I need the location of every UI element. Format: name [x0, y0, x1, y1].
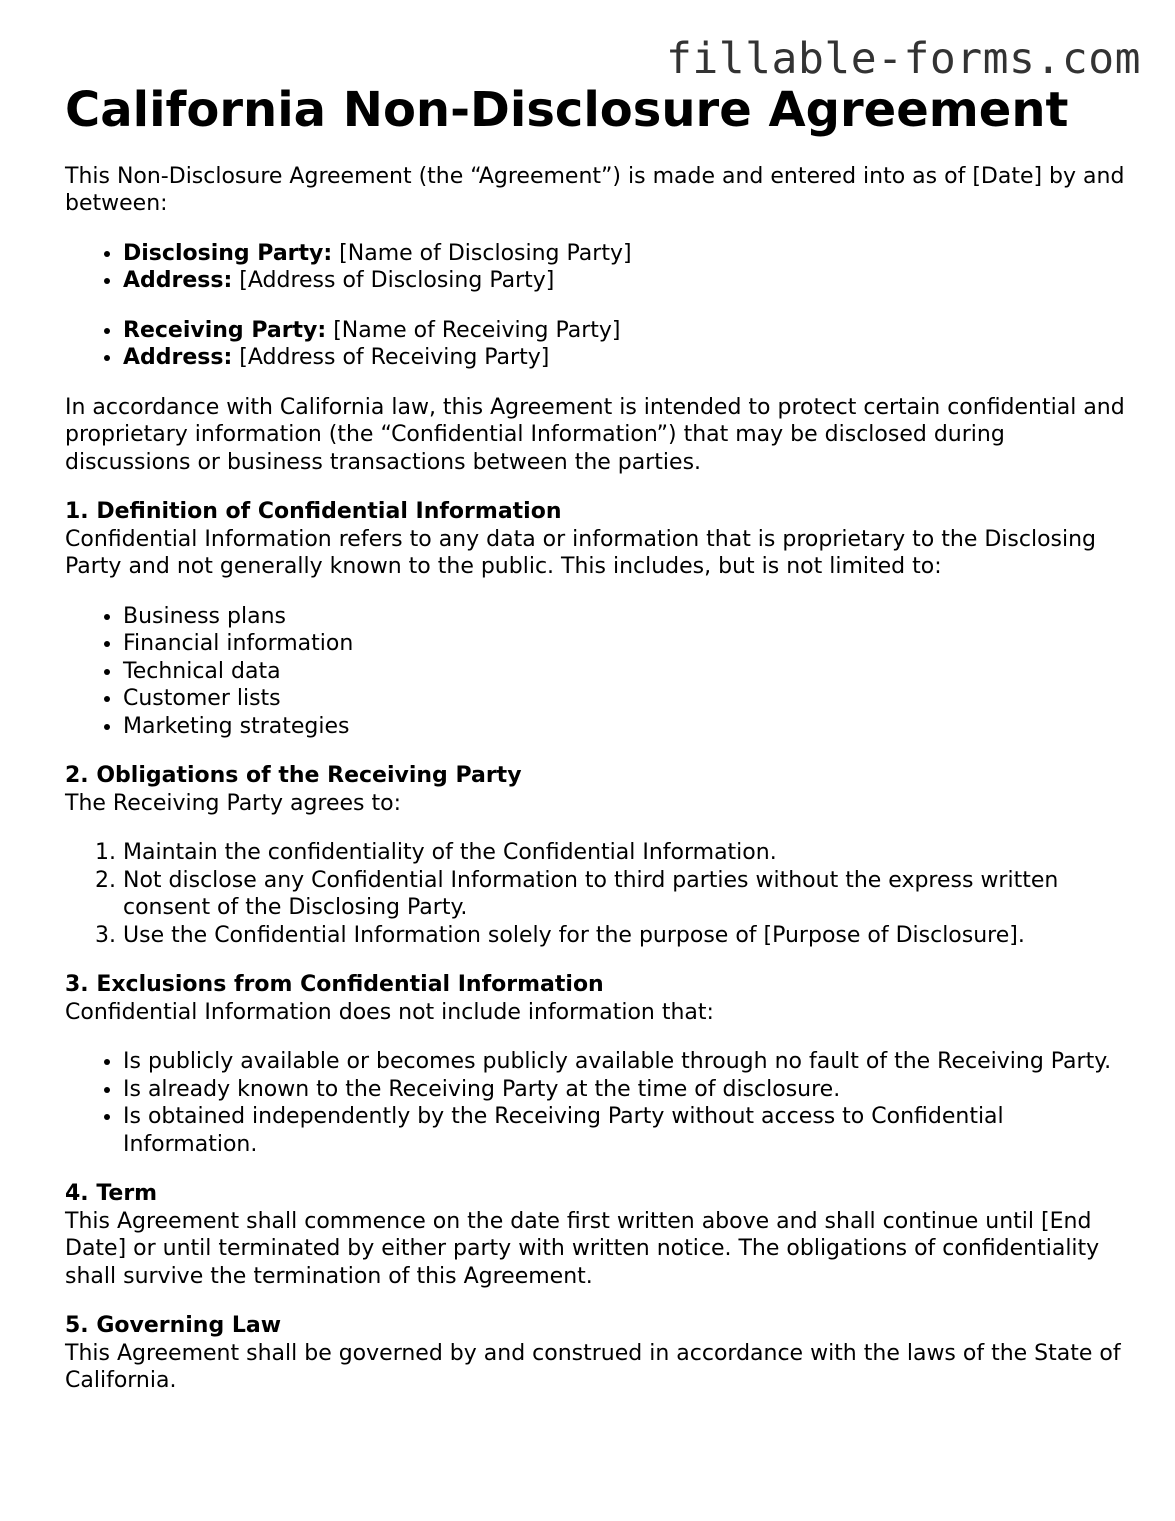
list-item: • Is obtained independently by the Receiving Party without access to Confidential Information.: [123, 1103, 1125, 1158]
section-5-body: This Agreement shall be governed by and construed in accordance with the laws of the State of California.: [65, 1340, 1121, 1394]
section-3-list: [65, 1048, 1125, 1158]
receiving-address-value: [Address of Receiving Party]: [232, 345, 550, 371]
list-item: 1. Maintain the confidentiality of the Confidential Information.: [123, 839, 1125, 867]
receiving-party-value: [Name of Receiving Party]: [326, 317, 621, 343]
receiving-address-item: [123, 344, 1125, 372]
list-item: • Is already known to the Receiving Party at the time of disclosure.: [123, 1076, 1125, 1104]
section-1-title: 1. Definition of Confidential Information: [65, 499, 562, 525]
document-title: California Non-Disclosure Agreement: [65, 82, 1069, 138]
section-3-body: Confidential Information does not include information that:: [65, 999, 714, 1025]
list-item: • Customer lists: [123, 685, 1125, 713]
disclosing-address-value: [Address of Disclosing Party]: [232, 268, 555, 294]
section-2-title: 2. Obligations of the Receiving Party: [65, 763, 522, 789]
section-1-list: [65, 603, 1125, 741]
section-2-body: The Receiving Party agrees to:: [65, 790, 401, 816]
section-3-title: 3. Exclusions from Confidential Information: [65, 972, 604, 998]
list-item: 3. Use the Confidential Information solely for the purpose of [Purpose of Disclosure].: [123, 922, 1125, 950]
section-definition: [65, 498, 1125, 740]
list-item: • Financial information: [123, 630, 1125, 658]
disclosing-party-value: [Name of Disclosing Party]: [332, 240, 632, 266]
section-5-title: 5. Governing Law: [65, 1313, 282, 1339]
purpose-paragraph: In accordance with California law, this Agreement is intended to protect certain confidential and proprietary information (the “Confidential Information”) that may be disclosed during discussions or business transactions between the parties.: [65, 394, 1125, 475]
disclosing-address-item: [123, 267, 1125, 295]
section-4-title: 4. Term: [65, 1181, 158, 1207]
list-item: • Business plans: [123, 603, 1125, 631]
list-item: • Is publicly available or becomes publicly available through no fault of the Receiving Party.: [123, 1048, 1125, 1076]
section-exclusions: [65, 971, 1125, 1158]
section-1-body: Confidential Information refers to any data or information that is proprietary to the Disclosing Party and not generally known to the public. This includes, but is not limited to:: [65, 526, 1097, 580]
intro-paragraph: This Non-Disclosure Agreement (the “Agreement”) is made and entered into as of [Date] by and between:: [65, 163, 1125, 217]
disclosing-party-item: [123, 240, 1125, 268]
disclosing-party-list: [65, 240, 1125, 295]
list-item: • Technical data: [123, 658, 1125, 686]
receiving-address-label: Address:: [123, 345, 233, 371]
section-obligations: [65, 762, 1125, 949]
list-item: 2. Not disclose any Confidential Information to third parties without the express written consent of the Disclosing Party.: [123, 867, 1125, 922]
section-term: [65, 1180, 1125, 1290]
document: [65, 84, 1125, 1417]
watermark: fillable-forms.com: [666, 34, 1141, 84]
disclosing-party-label: Disclosing Party:: [123, 240, 333, 266]
receiving-party-label: Receiving Party:: [123, 317, 327, 343]
list-item: • Marketing strategies: [123, 713, 1125, 741]
receiving-party-list: [65, 317, 1125, 372]
section-4-body: This Agreement shall commence on the date first written above and shall continue until [End Date] or until terminated by either party with written notice. The obligations of confidentiality shall survive the termination of this Agreement.: [65, 1208, 1100, 1289]
section-governing-law: [65, 1312, 1125, 1395]
receiving-party-item: [123, 317, 1125, 345]
section-2-list: [65, 839, 1125, 949]
disclosing-address-label: Address:: [123, 268, 233, 294]
